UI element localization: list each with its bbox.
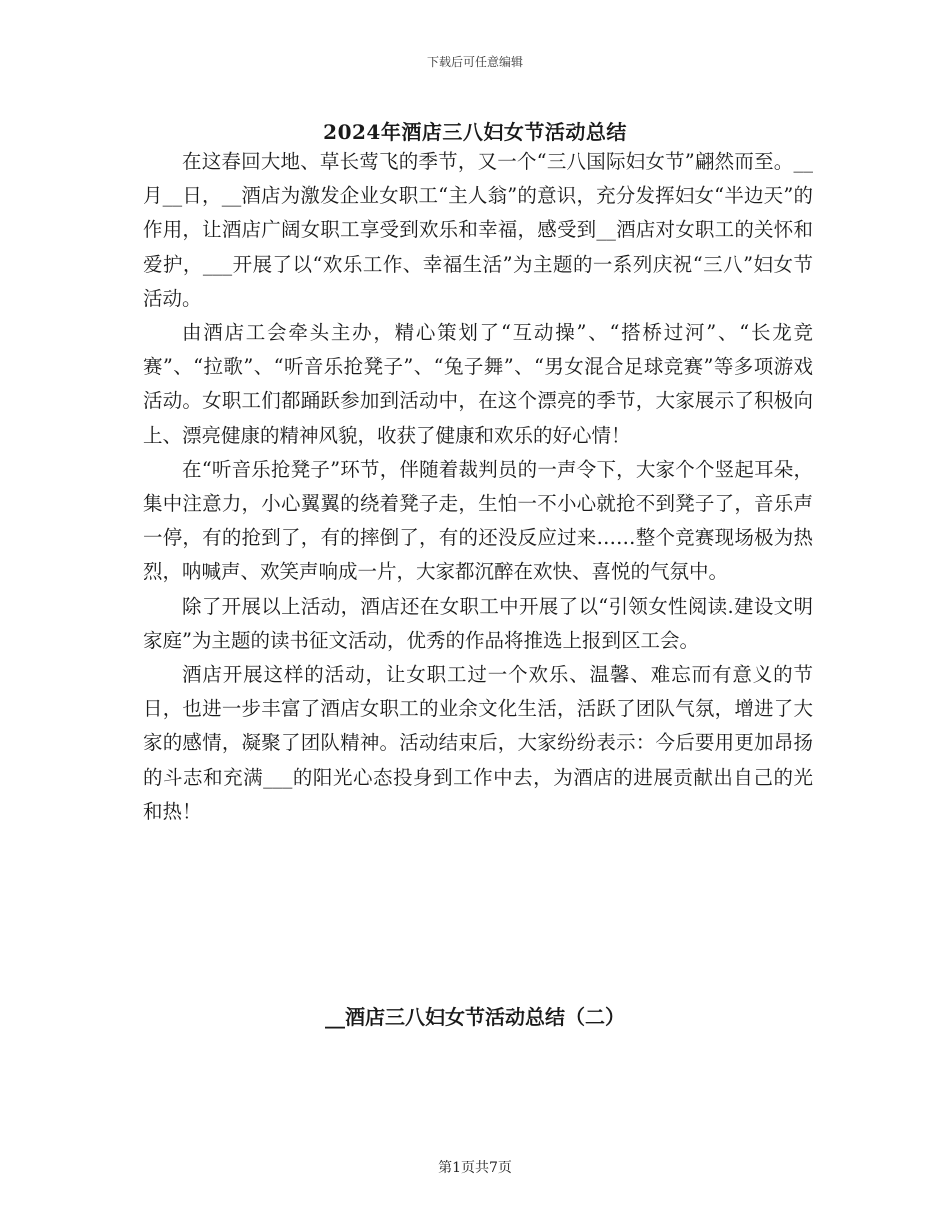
- paragraph: 除了开展以上活动，酒店还在女职工中开展了以“引领女性阅读.建设文明家庭”为主题的读书征文活动，优秀的作品将推选上报到区工会。: [143, 594, 813, 652]
- header-note: 下载后可任意编辑: [426, 55, 523, 69]
- paragraph: 酒店开展这样的活动，让女职工过一个欢乐、温馨、难忘而有意义的节日，也进一步丰富了酒店女职工的业余文化生活，活跃了团队气氛，增进了大家的感情，凝聚了团队精神。活动结束后，大家纷纷表示：今后要用更加昂扬的斗志和充满___的阳光心态投身到工作中去，为酒店的进展贡献出自己的光和热！: [143, 663, 813, 823]
- paragraph: 由酒店工会牵头主办，精心策划了“互动操”、“搭桥过河”、“长龙竞赛”、“拉歌”、“听音乐抢凳子”、“兔子舞”、“男女混合足球竞赛”等多项游戏活动。女职工们都踊跃参加到活动中，在这个漂亮的季节，大家展示了积极向上、漂亮健康的精神风貌，收获了健康和欢乐的好心情！: [143, 321, 813, 447]
- document-body: [143, 145, 813, 829]
- paragraph: 在“听音乐抢凳子”环节，伴随着裁判员的一声令下，大家个个竖起耳朵，集中注意力，小心翼翼的绕着凳子走，生怕一不小心就抢不到凳子了，音乐声一停，有的抢到了，有的摔倒了，有的还没反应过来……整个竞赛现场极为热烈，呐喊声、欢笑声响成一片，大家都沉醉在欢快、喜悦的气氛中。: [143, 457, 813, 584]
- section-subtitle: __酒店三八妇女节活动总结（二）: [325, 1005, 625, 1029]
- paragraph: 在这春回大地、草长莺飞的季节，又一个“三八国际妇女节”翩然而至。__月__日，__酒店为激发企业女职工“主人翁”的意识，充分发挥妇女“半边天”的作用，让酒店广阔女职工享受到欢乐和幸福，感受到__酒店对女职工的关怀和爱护，___开展了以“欢乐工作、幸福生活”为主题的一系列庆祝“三八”妇女节活动。: [143, 150, 813, 310]
- page-number: 第1页共7页: [438, 1160, 512, 1176]
- document-title: 2024年酒店三八妇女节活动总结: [323, 120, 627, 144]
